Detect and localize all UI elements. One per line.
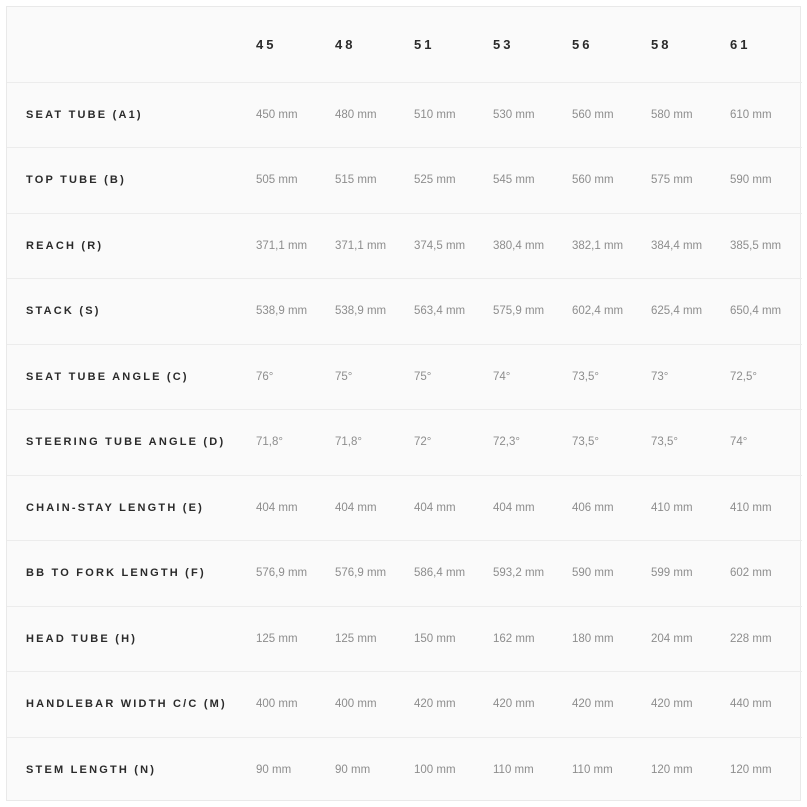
table-cell: 371,1 mm xyxy=(329,213,408,279)
table-cell: 73,5° xyxy=(645,410,724,476)
table-cell: 480 mm xyxy=(329,82,408,148)
table-cell: 515 mm xyxy=(329,148,408,214)
table-row xyxy=(7,279,802,345)
table-row xyxy=(7,213,802,279)
table-row xyxy=(7,344,802,410)
table-cell: 74° xyxy=(724,410,802,476)
table-cell: 371,1 mm xyxy=(250,213,329,279)
table-cell: 580 mm xyxy=(645,82,724,148)
table-cell: 110 mm xyxy=(566,737,645,803)
row-label: HANDLEBAR WIDTH C/C (M) xyxy=(7,672,250,738)
table-cell: 545 mm xyxy=(487,148,566,214)
table-cell: 576,9 mm xyxy=(329,541,408,607)
table-cell: 404 mm xyxy=(250,475,329,541)
table-cell: 650,4 mm xyxy=(724,279,802,345)
row-label: SEAT TUBE ANGLE (C) xyxy=(7,344,250,410)
size-header: 48 xyxy=(335,36,356,52)
table-cell: 530 mm xyxy=(487,82,566,148)
table-cell: 382,1 mm xyxy=(566,213,645,279)
row-label: CHAIN-STAY LENGTH (E) xyxy=(7,475,250,541)
table-header xyxy=(7,7,802,82)
table-cell: 71,8° xyxy=(250,410,329,476)
table-cell: 72,5° xyxy=(724,344,802,410)
table-cell: 625,4 mm xyxy=(645,279,724,345)
header-row xyxy=(7,7,802,82)
row-label: SEAT TUBE (A1) xyxy=(7,82,250,148)
row-label: TOP TUBE (B) xyxy=(7,148,250,214)
size-header: 61 xyxy=(730,36,751,52)
table-cell: 400 mm xyxy=(250,672,329,738)
size-header: 56 xyxy=(572,36,593,52)
table-cell: 400 mm xyxy=(329,672,408,738)
table-cell: 575,9 mm xyxy=(487,279,566,345)
table-cell: 610 mm xyxy=(724,82,802,148)
table-row xyxy=(7,410,802,476)
table-cell: 538,9 mm xyxy=(250,279,329,345)
table-cell: 560 mm xyxy=(566,148,645,214)
table-body xyxy=(7,82,802,803)
table-cell: 510 mm xyxy=(408,82,487,148)
table-cell: 525 mm xyxy=(408,148,487,214)
table-cell: 150 mm xyxy=(408,606,487,672)
table-cell: 384,4 mm xyxy=(645,213,724,279)
table-cell: 204 mm xyxy=(645,606,724,672)
table-cell: 505 mm xyxy=(250,148,329,214)
size-header: 45 xyxy=(256,36,277,52)
table-cell: 590 mm xyxy=(566,541,645,607)
table-cell: 602,4 mm xyxy=(566,279,645,345)
row-label: HEAD TUBE (H) xyxy=(7,606,250,672)
table-cell: 90 mm xyxy=(250,737,329,803)
table-row xyxy=(7,672,802,738)
table-cell: 73,5° xyxy=(566,410,645,476)
size-header: 53 xyxy=(493,36,514,52)
table-cell: 575 mm xyxy=(645,148,724,214)
table-cell: 404 mm xyxy=(329,475,408,541)
table-cell: 73° xyxy=(645,344,724,410)
table-cell: 593,2 mm xyxy=(487,541,566,607)
table-row xyxy=(7,606,802,672)
table-cell: 420 mm xyxy=(487,672,566,738)
row-label: BB TO FORK LENGTH (F) xyxy=(7,541,250,607)
table-cell: 586,4 mm xyxy=(408,541,487,607)
size-header: 58 xyxy=(651,36,672,52)
table-cell: 420 mm xyxy=(408,672,487,738)
table-cell: 602 mm xyxy=(724,541,802,607)
table-row xyxy=(7,82,802,148)
table-cell: 125 mm xyxy=(250,606,329,672)
table-cell: 404 mm xyxy=(408,475,487,541)
table-row xyxy=(7,475,802,541)
geometry-table-container xyxy=(6,6,801,801)
table-cell: 180 mm xyxy=(566,606,645,672)
size-header: 51 xyxy=(414,36,435,52)
table-cell: 110 mm xyxy=(487,737,566,803)
table-cell: 72,3° xyxy=(487,410,566,476)
table-cell: 374,5 mm xyxy=(408,213,487,279)
table-cell: 76° xyxy=(250,344,329,410)
table-cell: 599 mm xyxy=(645,541,724,607)
row-label: STEERING TUBE ANGLE (D) xyxy=(7,410,250,476)
table-cell: 385,5 mm xyxy=(724,213,802,279)
table-cell: 120 mm xyxy=(724,737,802,803)
table-cell: 410 mm xyxy=(724,475,802,541)
table-cell: 406 mm xyxy=(566,475,645,541)
table-cell: 563,4 mm xyxy=(408,279,487,345)
table-cell: 125 mm xyxy=(329,606,408,672)
table-cell: 450 mm xyxy=(250,82,329,148)
table-cell: 162 mm xyxy=(487,606,566,672)
row-label: REACH (R) xyxy=(7,213,250,279)
table-cell: 420 mm xyxy=(645,672,724,738)
table-cell: 75° xyxy=(408,344,487,410)
row-label: STACK (S) xyxy=(7,279,250,345)
header-corner-cell xyxy=(7,7,250,82)
table-row xyxy=(7,737,802,803)
table-cell: 410 mm xyxy=(645,475,724,541)
table-cell: 440 mm xyxy=(724,672,802,738)
table-cell: 590 mm xyxy=(724,148,802,214)
table-cell: 420 mm xyxy=(566,672,645,738)
table-cell: 100 mm xyxy=(408,737,487,803)
table-cell: 560 mm xyxy=(566,82,645,148)
table-cell: 380,4 mm xyxy=(487,213,566,279)
table-row xyxy=(7,541,802,607)
geometry-table xyxy=(7,7,802,803)
row-label: STEM LENGTH (N) xyxy=(7,737,250,803)
table-cell: 72° xyxy=(408,410,487,476)
table-cell: 71,8° xyxy=(329,410,408,476)
table-cell: 538,9 mm xyxy=(329,279,408,345)
table-cell: 120 mm xyxy=(645,737,724,803)
table-cell: 576,9 mm xyxy=(250,541,329,607)
table-cell: 228 mm xyxy=(724,606,802,672)
table-cell: 75° xyxy=(329,344,408,410)
table-row xyxy=(7,148,802,214)
table-cell: 73,5° xyxy=(566,344,645,410)
table-cell: 90 mm xyxy=(329,737,408,803)
table-cell: 74° xyxy=(487,344,566,410)
table-cell: 404 mm xyxy=(487,475,566,541)
